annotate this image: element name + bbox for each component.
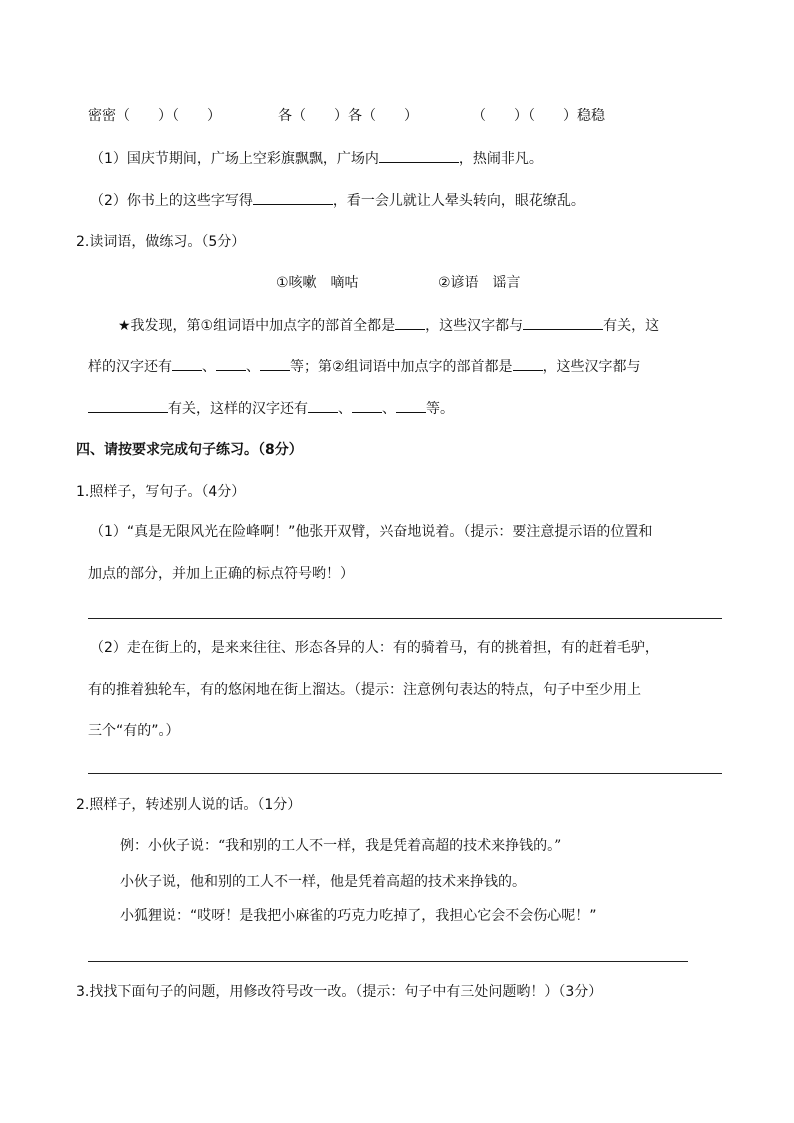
question-title: 3.找找下面句子的问题，用修改符号改一改。（提示：句子中有三处问题哟！）（3分） (76, 984, 603, 1000)
answer-blank[interactable] (352, 398, 382, 413)
fill-sentence-2 (90, 190, 585, 211)
answer-blank[interactable] (216, 356, 246, 371)
discovery-text: 等。 (426, 401, 454, 417)
reduplication-item-1: 密密（ ）（ ） (88, 108, 221, 124)
sentence-prompt: 三个“有的”。） (88, 723, 180, 739)
answer-blank[interactable] (308, 398, 338, 413)
sentence-prompt: （1）“真是无限风光在险峰啊！”他张开双臂，兴奋地说着。（提示：要注意提示语的位置和 (90, 524, 653, 540)
sentence-prompt: （2）走在街上的，是来来往往、形态各异的人：有的骑着马，有的挑着担，有的赶着毛驴， (90, 640, 659, 656)
answer-blank[interactable] (523, 315, 603, 330)
sentence-text: （1）国庆节期间，广场上空彩旗飘飘，广场内 (90, 151, 379, 167)
discovery-text: 样的汉字还有 (88, 359, 172, 375)
question-title: 1.照样子，写句子。（4分） (76, 484, 246, 500)
sentence-text: ，热闹非凡。 (458, 151, 543, 167)
discovery-text: 等；第②组词语中加点字的部首都是 (290, 359, 513, 375)
answer-blank[interactable] (396, 398, 426, 413)
discovery-line-3 (88, 398, 454, 419)
discovery-line-1 (118, 315, 659, 336)
reduplication-row-3 (472, 106, 605, 126)
reduplication-item-3: （ ）（ ）稳稳 (472, 108, 605, 124)
section-title: 四、请按要求完成句子练习。（8分） (76, 442, 303, 458)
question-title: 2.照样子，转述别人说的话。（1分） (76, 797, 302, 813)
sentence-prompt: 小狐狸说：“哎呀！是我把小麻雀的巧克力吃掉了，我担心它会不会伤心呢！” (120, 908, 597, 924)
answer-blank[interactable] (260, 356, 290, 371)
answer-line[interactable] (88, 773, 722, 774)
sentence-prompt: 加点的部分，并加上正确的标点符号哟！） (88, 566, 354, 582)
discovery-text: 有关，这 (603, 318, 660, 334)
example-answer: 小伙子说，他和别的工人不一样，他是凭着高超的技术来挣钱的。 (120, 874, 526, 890)
discovery-text: 有关，这样的汉字还有 (168, 401, 308, 417)
answer-blank[interactable] (513, 356, 543, 371)
answer-blank[interactable] (253, 190, 333, 205)
example-sentence: 例：小伙子说：“我和别的工人不一样，我是凭着高超的技术来挣钱的。” (120, 838, 562, 854)
sentence-text: ，看一会儿就让人晕头转向，眼花缭乱。 (332, 193, 585, 209)
reduplication-item-2: 各（ ）各（ ） (278, 108, 418, 124)
separator: 、 (382, 401, 396, 417)
answer-line[interactable] (88, 618, 722, 619)
fill-sentence-1 (90, 148, 543, 169)
answer-blank[interactable] (379, 148, 459, 163)
reduplication-row-2 (278, 106, 418, 126)
discovery-text: ，这些汉字都与 (542, 359, 641, 375)
sentence-prompt: 有的推着独轮车，有的悠闲地在街上溜达。（提示：注意例句表达的特点，句子中至少用上 (88, 682, 641, 698)
answer-line[interactable] (88, 961, 688, 962)
word-group-2: ②谚语 谣言 (438, 275, 521, 291)
sentence-text: （2）你书上的这些字写得 (90, 193, 253, 209)
separator: 、 (202, 359, 216, 375)
word-group-1: ①咳嗽 嘀咕 (276, 275, 359, 291)
answer-blank[interactable] (395, 315, 425, 330)
question-title: 2.读词语，做练习。（5分） (76, 234, 246, 250)
discovery-line-2 (88, 356, 641, 377)
answer-blank[interactable] (172, 356, 202, 371)
separator: 、 (246, 359, 260, 375)
separator: 、 (338, 401, 352, 417)
answer-blank[interactable] (88, 398, 168, 413)
reduplication-row (88, 106, 221, 126)
discovery-text: ，这些汉字都与 (425, 318, 524, 334)
discovery-text: ★我发现，第①组词语中加点字的部首全都是 (118, 318, 396, 334)
